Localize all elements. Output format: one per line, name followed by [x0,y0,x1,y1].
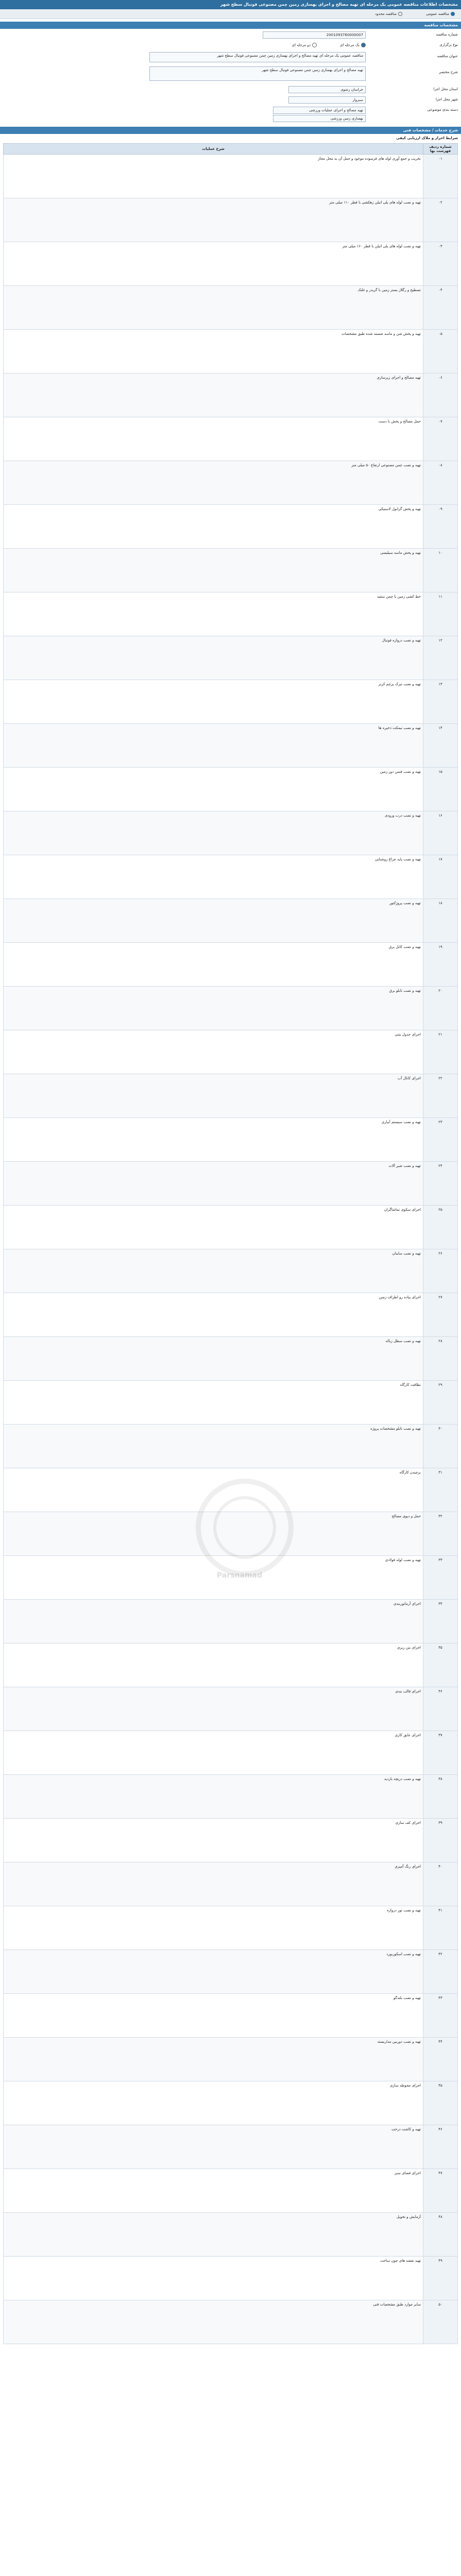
row-code: ۳۹ [423,1819,458,1862]
row-desc [0,66,461,81]
row-desc: تهیه مصالح و اجرای زیرسازی [4,374,423,417]
row-desc: حمل مصالح و پخش با دست [4,417,423,461]
row-desc: اجرای فضای سبز [4,2169,423,2213]
row-code: ۲۰ [423,987,458,1030]
row-desc: تهیه و نصب لوله فولادی [4,1556,423,1600]
option-label: یک مرحله ای [339,43,360,47]
table-row [4,592,458,636]
row-desc: تهیه و نصب پایه چراغ روشنایی [4,855,423,899]
row-code: ۴۲ [423,1950,458,1994]
row-code: ۲۵ [423,1206,458,1249]
table-row [4,198,458,242]
row-desc: تهیه و نصب درب ورودی [4,811,423,855]
table-row [4,2169,458,2213]
row-desc: تهیه و نصب کابل برق [4,943,423,987]
row-desc: تهیه و نصب نیمکت ذخیره ها [4,724,423,768]
row-desc: برچیدن کارگاه [4,1468,423,1512]
row-code: ۰۵ [423,330,458,374]
row-topic [0,52,461,63]
city-value: سبزوار [288,96,366,104]
category-value-1: تهیه مصالح و اجرای عملیات ورزشی [273,107,366,114]
desc-table-caption: شرایط احراز و ملاک ارزیابی کیفی [396,136,458,140]
row-desc: تهیه و نصب دروازه فوتبال [4,636,423,680]
row-desc: تهیه و نصب تابلو برق [4,987,423,1030]
row-code: ۴۳ [423,1994,458,2038]
table-row [4,461,458,505]
row-desc: تهیه و نصب سیستم آبیاری [4,1118,423,1162]
row-code: ۴۸ [423,2213,458,2257]
table-row [4,811,458,855]
row-code: ۱۱ [423,592,458,636]
row-code: ۰۱ [423,155,458,198]
row-desc: تهیه و نصب چمن مصنوعی ارتفاع ۵۰ میلی متر [4,461,423,505]
row-code: ۴۷ [423,2169,458,2213]
table-row [4,1775,458,1819]
table-row [4,1162,458,1206]
row-code: ۳۱ [423,1468,458,1512]
col-code-header: شماره ردیف فهرست بها [423,144,458,155]
field-label: شهر محل اجرا [435,97,458,101]
field-label: استان محل اجرا [433,87,458,91]
tender-number: 2001093760000007 [263,31,366,39]
row-code: ۱۰ [423,549,458,592]
table-row [4,2213,458,2257]
row-desc: اجرای کف سازی [4,1819,423,1862]
row-desc: تهیه و نصب تابلو مشخصات پروژه [4,1425,423,1468]
row-desc: تهیه و نصب تور دروازه [4,1906,423,1950]
row-code: ۳۶ [423,1687,458,1731]
table-row [4,1950,458,1994]
row-code: ۳۰ [423,1425,458,1468]
row-desc: تهیه و پخش گرانول لاستیکی [4,505,423,549]
table-row [4,2038,458,2081]
table-row [4,1030,458,1074]
table-row [4,417,458,461]
table-row [4,1249,458,1293]
row-city [0,96,461,104]
row-code: ۲۴ [423,1162,458,1206]
row-code: ۰۶ [423,374,458,417]
row-code: ۰۷ [423,417,458,461]
watermark-text: Parsnamad [216,1571,263,1580]
row-desc: تهیه و نصب دریچه بازدید [4,1775,423,1819]
row-province [0,86,461,94]
table-row [4,1600,458,1643]
tab-limited[interactable] [373,11,404,17]
row-desc: تهیه و پخش ماسه سیلیسی [4,549,423,592]
table-row [4,768,458,811]
table-row [4,1425,458,1468]
row-code: ۳۴ [423,1600,458,1643]
row-code: ۲۷ [423,1293,458,1337]
row-code: ۰۴ [423,286,458,330]
province-value: خراسان رضوی [288,86,366,93]
desc-table [3,143,458,2344]
row-code: ۲۲ [423,1074,458,1118]
radio-icon [312,43,317,47]
table-row [4,1293,458,1337]
field-label: شرح مختصر [439,70,458,74]
row-desc: اجرای کانال آب [4,1074,423,1118]
row-desc: اجرای قالب بندی [4,1687,423,1731]
row-desc: اجرای رنگ آمیزی [4,1862,423,1906]
row-code: ۱۸ [423,899,458,943]
row-desc: اجرای محوطه سازی [4,2081,423,2125]
row-code: ۳۲ [423,1512,458,1556]
row-desc: آزمایش و تحویل [4,2213,423,2257]
table-row [4,943,458,987]
table-row [4,855,458,899]
table-row [4,2300,458,2344]
table-row [4,636,458,680]
row-desc: تسطیح و رگلاژ بستر زمین با گریدر و غلتک [4,286,423,330]
row-desc: تهیه و نصب لوله های پلی اتیلن با قطر ۱۶۰ میلی متر [4,242,423,286]
field-label: نوع برگزاری [439,43,458,47]
row-code: ۲۸ [423,1337,458,1381]
row-desc: تهیه و کاشت درخت [4,2125,423,2169]
row-desc: اجرای جدول بتنی [4,1030,423,1074]
row-code: ۴۵ [423,2081,458,2125]
tender-short-desc: تهیه مصالح و اجرای بهسازی زمین چمن مصنوعی فوتبال سطح شهر [149,66,366,81]
row-code: ۱۵ [423,768,458,811]
row-number [0,31,461,39]
row-desc: تهیه و نصب لوله های پلی اتیلن زهکشی با قطر ۱۱۰ میلی متر [4,198,423,242]
row-code: ۳۸ [423,1775,458,1819]
row-desc: تهیه و نصب دوربین مداربسته [4,2038,423,2081]
type-option-1[interactable] [340,43,366,47]
row-desc: اجرای سکوی تماشاگران [4,1206,423,1249]
table-row [4,680,458,724]
row-code: ۳۳ [423,1556,458,1600]
row-desc: اجرای آرماتوربندی [4,1600,423,1643]
table-row [4,1906,458,1950]
row-code: ۰۲ [423,198,458,242]
row-desc: اجرای عایق کاری [4,1731,423,1775]
table-row [4,1074,458,1118]
row-desc: تهیه و نصب تیرک پرچم کرنر [4,680,423,724]
row-code: ۰۳ [423,242,458,286]
category-value-2: بهسازی زمین ورزشی [273,115,366,122]
row-code: ۴۶ [423,2125,458,2169]
row-code: ۴۹ [423,2257,458,2300]
tab-label: مناقصه عمومی [426,12,449,16]
row-code: ۲۱ [423,1030,458,1074]
table-row [4,1994,458,2038]
table-row [4,374,458,417]
table-row [4,1819,458,1862]
row-desc: نظافت کارگاه [4,1381,423,1425]
row-code: ۴۱ [423,1906,458,1950]
row-desc: تهیه و پخش شن و ماسه شسته شده طبق مشخصات [4,330,423,374]
table-row [4,1206,458,1249]
row-code: ۳۷ [423,1731,458,1775]
row-desc: تهیه و نصب بلندگو [4,1994,423,2038]
field-label: دسته بندی موضوعی [427,108,458,112]
section-general: مشخصات مناقصه [0,22,461,29]
section-descriptions: شرح خدمات / مشخصات فنی [0,127,461,134]
table-row [4,549,458,592]
row-desc: تخریب و جمع آوری لوله های فرسوده موجود و حمل آن به محل مجاز [4,155,423,198]
row-code: ۵۰ [423,2300,458,2344]
table-row [4,987,458,1030]
row-code: ۴۴ [423,2038,458,2081]
field-label: عنوان مناقصه [437,54,458,58]
tab-public[interactable] [424,11,457,17]
table-row [4,242,458,286]
table-row [4,286,458,330]
table-row [4,2125,458,2169]
table-row [4,2081,458,2125]
row-desc: تهیه و نصب اسکوربورد [4,1950,423,1994]
row-code: ۳۵ [423,1643,458,1687]
row-desc: حمل و دپوی مصالح [4,1512,423,1556]
row-code: ۲۳ [423,1118,458,1162]
row-desc: تهیه نقشه های چون ساخت [4,2257,423,2300]
tender-topic: مناقصه عمومی یک مرحله ای تهیه مصالح و اجرای بهسازی زمین چمن مصنوعی فوتبال سطح شهر [149,52,366,62]
row-code: ۱۲ [423,636,458,680]
row-desc: اجرای بتن ریزی [4,1643,423,1687]
row-desc: سایر موارد طبق مشخصات فنی [4,2300,423,2344]
row-code: ۱۶ [423,811,458,855]
type-tabs [0,9,461,19]
table-row [4,724,458,768]
row-code: ۲۶ [423,1249,458,1293]
row-code: ۰۹ [423,505,458,549]
field-label: شماره مناقصه [436,32,458,37]
row-code: ۱۴ [423,724,458,768]
table-row [4,2257,458,2300]
table-row [4,1687,458,1731]
row-code: ۰۸ [423,461,458,505]
row-desc: تهیه و نصب پروژکتور [4,899,423,943]
table-row [4,155,458,198]
radio-icon [451,12,455,16]
table-row [4,330,458,374]
table-row [4,1731,458,1775]
radio-icon [398,12,402,16]
page-title: مشخصات اطلاعات مناقصه عمومی یک مرحله ای تهیه مصالح و اجرای بهسازی زمین چمن مصنوعی فوتبال سطح شهر [0,0,461,9]
row-desc: اجرای پیاده رو اطراف زمین [4,1293,423,1337]
table-row [4,1643,458,1687]
table-row [4,1118,458,1162]
row-desc: تهیه و نصب شیر آلات [4,1162,423,1206]
tab-label: مناقصه محدود [375,12,397,16]
row-code: ۱۷ [423,855,458,899]
table-row [4,1862,458,1906]
row-type [0,41,461,49]
table-row [4,899,458,943]
table-row [4,1381,458,1425]
row-code: ۱۹ [423,943,458,987]
row-category [0,106,461,123]
type-option-2[interactable] [292,43,317,47]
col-desc-header: شرح عملیات [4,144,423,155]
table-row [4,1337,458,1381]
row-desc: تهیه و نصب سایبان [4,1249,423,1293]
radio-icon [361,43,366,47]
row-code: ۱۳ [423,680,458,724]
table-row [4,505,458,549]
option-label: دو مرحله ای [292,43,311,47]
row-code: ۴۰ [423,1862,458,1906]
row-desc: خط کشی زمین با چمن سفید [4,592,423,636]
row-desc: تهیه و نصب سطل زباله [4,1337,423,1381]
watermark-seal [196,1479,294,1577]
row-desc: تهیه و نصب فنس دور زمین [4,768,423,811]
row-code: ۲۹ [423,1381,458,1425]
